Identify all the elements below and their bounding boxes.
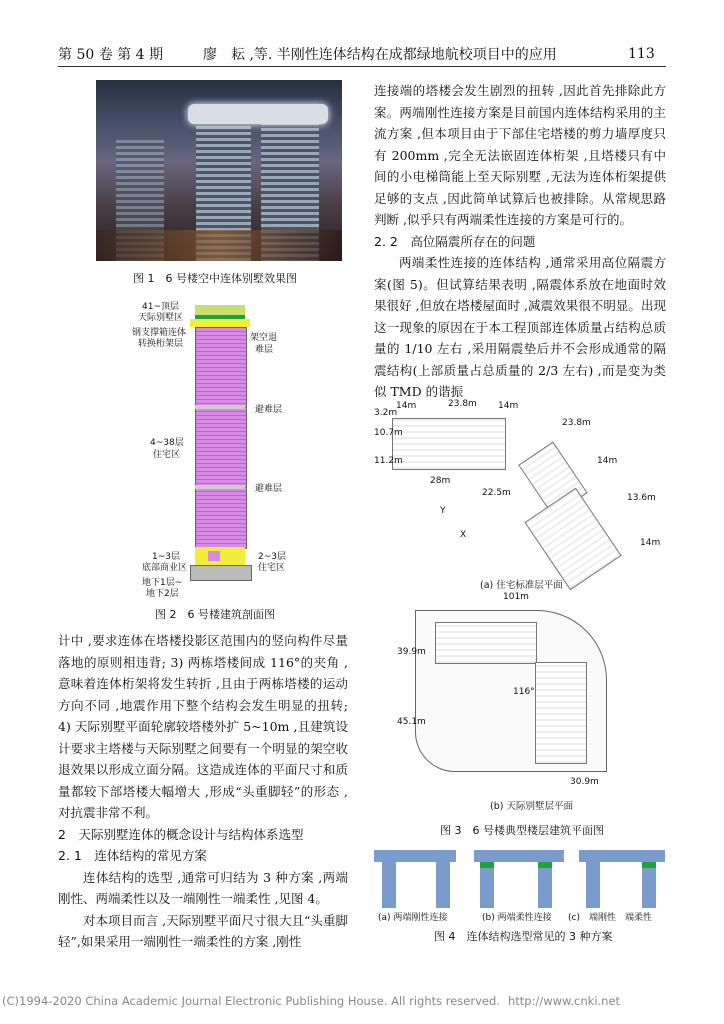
left-paragraph-3: 对本项目而言 ,天际别墅平面尺寸很大且“头重脚轻”,如果采用一端刚性一端柔性的方案 ,刚性 [58,912,348,949]
fig1-rendering-photo [96,80,342,261]
right-paragraph-1: 连接端的塔楼会发生剧烈的扭转 ,因此首先排除此方案。两端刚性连接方案是目前国内连体结构采用的主流方案 ,但本项目由于下部住宅塔楼的剪力墙厚度只有 200mm ,完全无法嵌固连体桁架 ,且塔楼只有中间的小电梯筒能上至天际别墅 ,无法为连体桁架提供足够的支点 ,因此简单试算后也被排除。从常规思路判断 ,似乎只有两端柔性连接的方案是可行的。 [374,83,666,227]
fig4c-subcaption: (c) 端刚性 端柔性 [568,913,652,923]
right-paragraph-2: 两端柔性连接的连体结构 ,通常采用高位隔震方案(图 5)。但试算结果表明 ,隔震体系放在地面时效果很好 ,但放在塔楼屋面时 ,减震效果很不明显。出现这一现象的原因在于本工程顶部连体质量占结构总质量的 1/10 左右 ,采用隔震垫后并不会形成通常的隔震结构(上部质量占总质量的 2/3 左右) ,而是变为类似 TMD 的谐振 [374,255,666,399]
running-title: 廖 耘 ,等. 半刚性连体结构在成都绿地航校项目中的应用 [203,47,557,63]
left-paragraph-1: 计中 ,要求连体在塔楼投影区范围内的竖向构件尽量落地的原则相违背; 3) 两栋塔楼间成 116°的夹角 ,意味着连体桁架将发生转折 ,且由于两栋塔楼的运动方向不同 ,地震作用下整个结构会发生明显的扭转; 4) 天际别墅平面轮廓较塔楼外扩 5~10m ,且建筑设计要求主塔楼与天际别墅之间要有一个明显的架空收退效果以形成立面分隔。这造成连体的平面尺寸和质量都较下部塔楼大幅增大 ,形成“头重脚轻”的形态 ,对抗震非常不利。 [58,633,348,820]
fig3a-subcaption: (a) 住宅标准层平面 [480,580,563,591]
fig4a-subcaption: (a) 两端刚性连接 [378,913,448,923]
fig4b-subcaption: (b) 两端柔性连接 [482,913,552,923]
fig4-diagram [374,846,666,908]
fig3b-subcaption: (b) 天际别墅层平面 [490,801,573,812]
section-2-heading: 2 天际别墅连体的概念设计与结构体系选型 [58,826,304,842]
fig2-commercial-zone [195,547,245,565]
journal-issue: 第 50 卷 第 4 期 [58,47,163,63]
fig2-caption: 图 2 6 号楼建筑剖面图 [155,608,275,621]
copyright-footer: (C)1994-2020 China Academic Journal Electronic Publishing House. All rights reserved. [2,994,500,1008]
section-2-2-heading: 2. 2 高位隔震所存在的问题 [374,233,536,249]
left-paragraph-2: 连体结构的选型 ,通常可归结为 3 种方案 ,两端刚性、两端柔性以及一端刚性一端柔性 ,见图 4。 [58,869,348,906]
fig1-caption: 图 1 6 号楼空中连体别墅效果图 [133,272,297,285]
left-column [58,630,348,953]
fig3a-floor-plan: 14m 23.8m 14m 3.2m 10.7m 11.2m 28m 22.5m 23.8m 14m 13.6m 14m Y X [372,398,667,588]
fig3b-floor-plan: 101m 39.9m 45.1m 116° 30.9m [395,592,650,797]
page-number: 113 [628,46,655,62]
fig4-caption: 图 4 连体结构选型常见的 3 种方案 [434,930,613,943]
fig2-residential-zone [195,327,247,549]
fig2-roof-zone [195,305,245,315]
section-2-1-heading: 2. 1 连体结构的常见方案 [58,848,207,863]
fig2-transfer-zone [190,319,250,327]
fig2-basement-zone [190,565,252,581]
fig3-caption: 图 3 6 号楼典型楼层建筑平面图 [440,824,604,837]
header-rule [58,66,666,67]
fig2-section-drawing: 41~顶层 天际别墅区 钢支撑箱连体 转换桁架层 架空退 难层 避难层 4~38层 住宅区 避难层 1~3层 底部商业区 2~3层 住宅区 地下1层~ 地下2层 [132,302,286,599]
cnki-url[interactable]: http://www.cnki.net [508,994,621,1008]
right-column [374,80,666,403]
